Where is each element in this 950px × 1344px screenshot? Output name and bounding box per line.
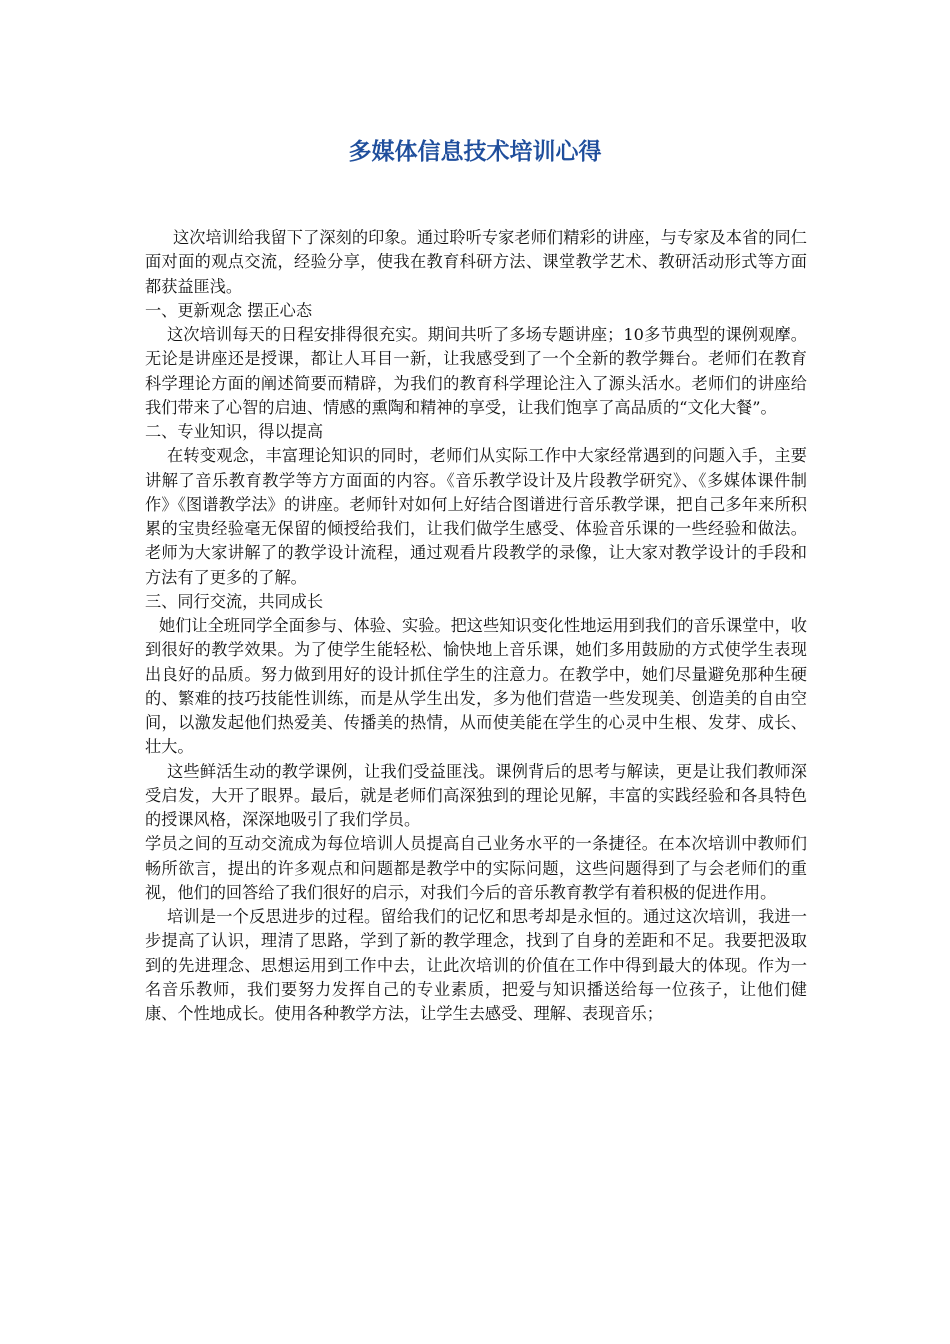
section-1-paragraph-1: 这次培训每天的日程安排得很充实。期间共听了多场专题讲座；10多节典型的课例观摩。无论是讲座还是授课，都让人耳目一新，让我感受到了一个全新的教学舞台。老师们在教育科学理论方面的阐述简要而精辟，为我们的教育科学理论注入了源头活水。老师们的讲座给我们带来了心智的启迪、情感的熏陶和精神的享受，让我们饱享了高品质的“文化大餐”。 — [145, 325, 807, 417]
section-heading-3: 三、同行交流，共同成长 — [145, 591, 324, 611]
section-2-paragraph-1: 在转变观念，丰富理论知识的同时，老师们从实际工作中大家经常遇到的问题入手，主要讲解了音乐教育教学等方方面面的内容。《音乐教学设计及片段教学研究》、《多媒体课件制作》《图谱教学法》的讲座。老师针对如何上好结合图谱进行音乐教学课，把自己多年来所积累的宝贵经验毫无保留的倾授给我们，让我们做学生感受、体验音乐课的一些经验和做法。老师为大家讲解了的教学设计流程，通过观看片段教学的录像，让大家对教学设计的手段和方法有了更多的了解。 — [145, 446, 807, 587]
section-heading-2: 二、专业知识，得以提高 — [145, 422, 324, 441]
section-heading-1: 一、更新观念 摆正心态 — [145, 300, 313, 320]
document-body — [145, 226, 807, 1026]
section-3-paragraph-1: 她们让全班同学全面参与、体验、实验。把这些知识变化性地运用到我们的音乐课堂中，收到很好的教学效果。为了使学生能轻松、愉快地上音乐课，她们多用鼓励的方式使学生表现出良好的品质。努力做到用好的设计抓住学生的注意力。在教学中，她们尽量避免那种生硬的、繁难的技巧技能性训练，而是从学生出发，多为他们营造一些发现美、创造美的自由空间，以激发起他们热爱美、传播美的热情，从而使美能在学生的心灵中生根、发芽、成长、壮大。 — [145, 616, 807, 757]
document-title: 多媒体信息技术培训心得 — [348, 139, 602, 165]
conclusion-paragraph: 培训是一个反思进步的过程。留给我们的记忆和思考却是永恒的。通过这次培训，我进一步提高了认识，理清了思路，学到了新的教学理念，找到了自身的差距和不足。我要把汲取到的先进理念、思想运用到工作中去，让此次培训的价值在工作中得到最大的体现。作为一名音乐教师，我们要努力发挥自己的专业素质，把爱与知识播送给每一位孩子，让他们健康、个性地成长。使用各种教学方法，让学生去感受、理解、表现音乐； — [145, 907, 807, 1023]
section-3-paragraph-2: 这些鲜活生动的教学课例，让我们受益匪浅。课例背后的思考与解读，更是让我们教师深受启发，大开了眼界。最后，就是老师们高深独到的理论见解，丰富的实践经验和各具特色的授课风格，深深地吸引了我们学员。 — [145, 761, 807, 829]
section-3-paragraph-3: 学员之间的互动交流成为每位培训人员提高自己业务水平的一条捷径。在本次培训中教师们畅所欲言，提出的许多观点和问题都是教学中的实际问题，这些问题得到了与会老师们的重视，他们的回答给了我们很好的启示，对我们今后的音乐教育教学有着积极的促进作用。 — [145, 834, 807, 902]
intro-paragraph: 这次培训给我留下了深刻的印象。通过聆听专家老师们精彩的讲座，与专家及本省的同仁面对面的观点交流，经验分享，使我在教育科研方法、课堂教学艺术、教研活动形式等方面都获益匪浅。 — [145, 228, 807, 296]
